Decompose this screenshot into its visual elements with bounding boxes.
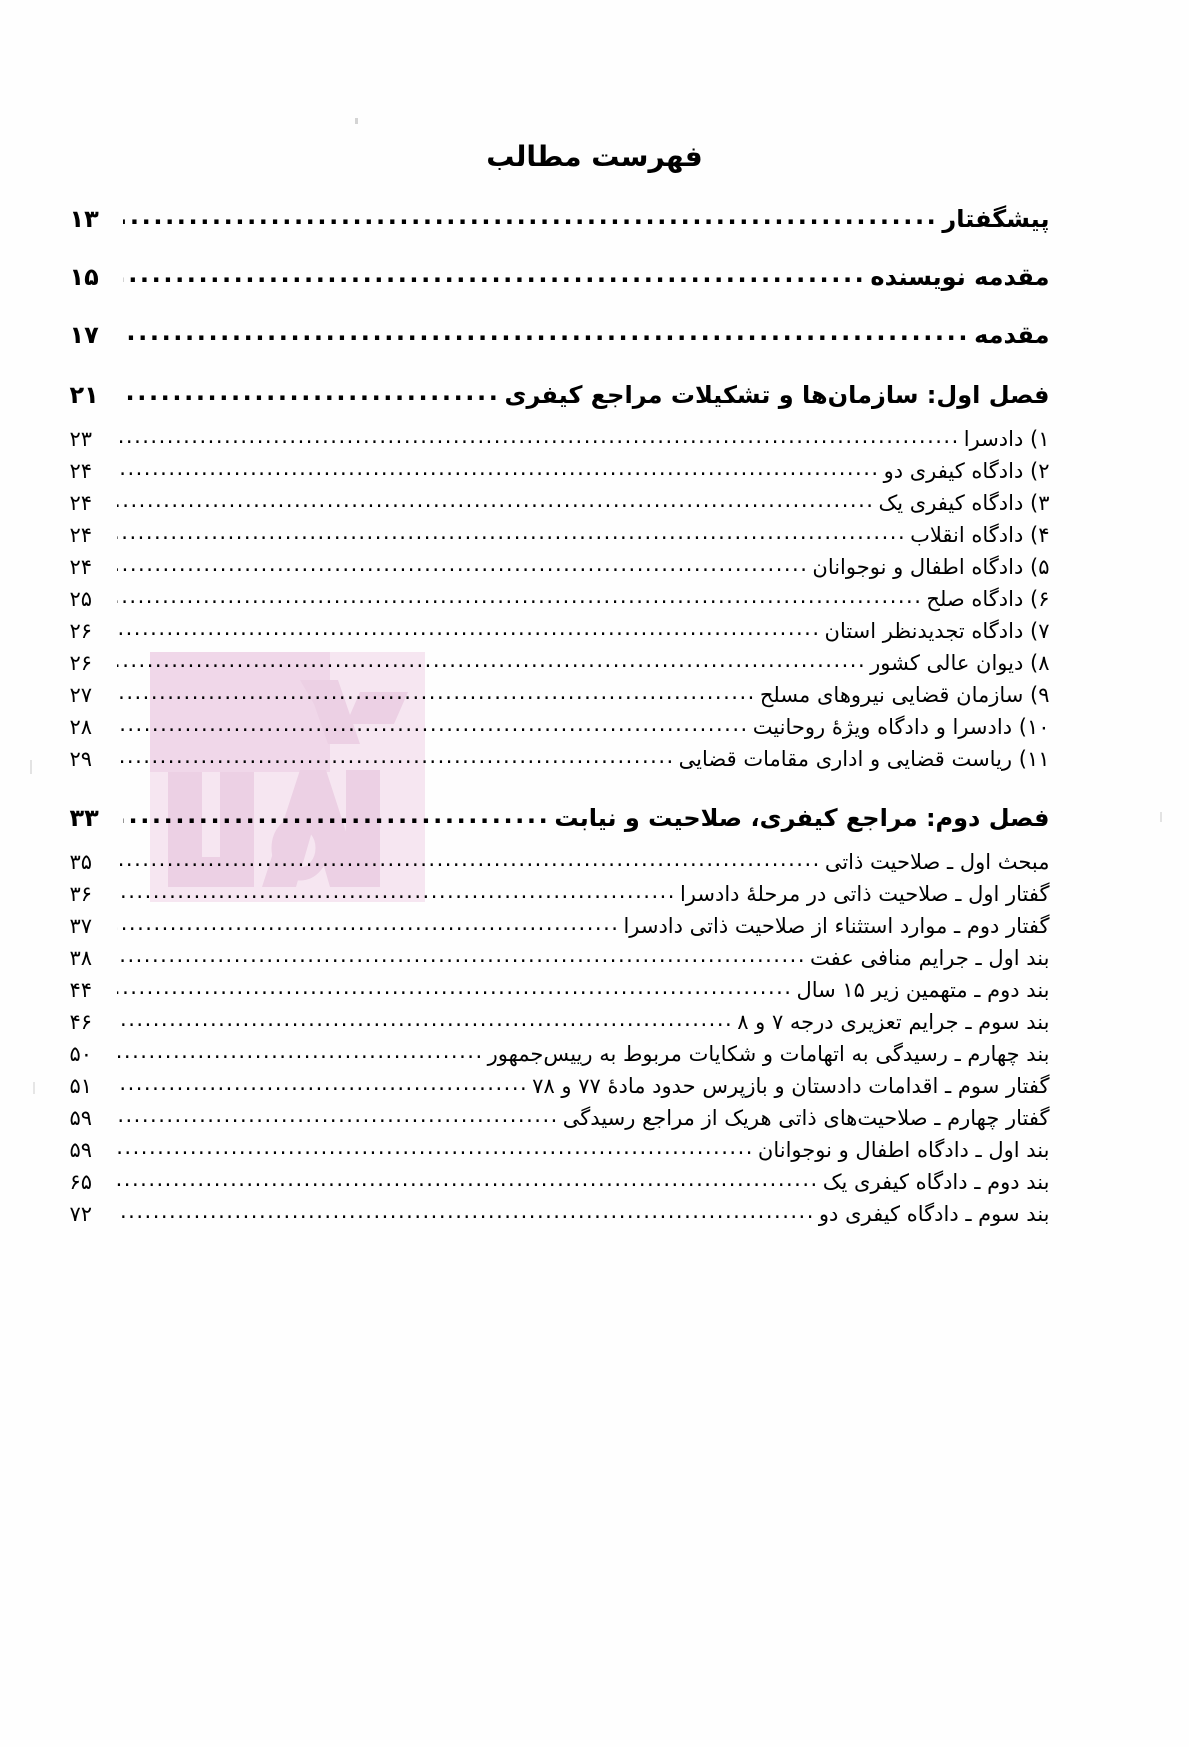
toc-entry-page-number: ۴۶ (69, 1010, 93, 1034)
toc-entry-label: ۹) سازمان قضایی نیروهای مسلح (759, 683, 1050, 707)
toc-entry-label: فصل اول: سازمان‌ها و تشکیلات مراجع کیفری (504, 381, 1050, 409)
toc-entry-label: مقدمه (974, 321, 1050, 349)
toc-entry-page-number: ۵۱ (69, 1074, 93, 1098)
toc-dot-leader (117, 682, 756, 703)
toc-dot-leader (117, 746, 675, 767)
toc-entry[interactable] (70, 749, 1050, 770)
toc-entry[interactable] (70, 383, 1050, 407)
toc-entry-page-number: ۲۷ (69, 683, 93, 707)
toc-dot-leader (117, 977, 793, 998)
toc-dot-leader (117, 913, 620, 934)
toc-dot-leader (117, 1073, 529, 1094)
toc-dot-leader (123, 204, 939, 228)
toc-dot-leader (117, 650, 867, 671)
toc-dot-leader (117, 881, 676, 902)
toc-dot-leader (123, 320, 971, 344)
toc-entry-page-number: ۲۴ (69, 555, 93, 579)
toc-entry-page-number: ۳۸ (69, 946, 93, 970)
toc-entry-page-number: ۵۹ (69, 1106, 93, 1130)
toc-dot-leader (117, 1009, 734, 1030)
toc-entry[interactable] (70, 557, 1050, 578)
toc-entry-page-number: ۶۵ (69, 1170, 93, 1194)
toc-entry[interactable] (70, 948, 1050, 969)
toc-entry[interactable] (70, 884, 1050, 905)
toc-dot-leader (123, 262, 867, 286)
toc-entry-page-number: ۲۹ (69, 747, 93, 771)
toc-entry[interactable] (70, 806, 1050, 830)
toc-entry[interactable] (70, 461, 1050, 482)
toc-entry-page-number: ۱۷ (69, 321, 99, 349)
toc-entry-page-number: ۵۰ (69, 1042, 93, 1066)
toc-entry[interactable] (70, 717, 1050, 738)
toc-dot-leader (117, 945, 807, 966)
toc-entry-page-number: ۲۳ (69, 427, 93, 451)
toc-dot-leader (117, 458, 880, 479)
toc-entry[interactable] (70, 207, 1050, 231)
table-of-contents-list (70, 207, 1120, 1225)
toc-entry[interactable] (70, 429, 1050, 450)
toc-entry-label: گفتار اول ـ صلاحیت ذاتی در مرحلۀ دادسرا (679, 882, 1050, 906)
toc-entry-label: ۷) دادگاه تجدیدنظر استان (824, 619, 1050, 643)
toc-entry[interactable] (70, 1044, 1050, 1065)
toc-entry-label: پیشگفتار (942, 205, 1050, 233)
toc-entry-label: بند دوم ـ متهمین زیر ۱۵ سال (796, 978, 1050, 1002)
toc-entry-page-number: ۷۲ (69, 1202, 93, 1226)
toc-dot-leader (117, 490, 875, 511)
toc-dot-leader (117, 714, 749, 735)
toc-entry-page-number: ۲۴ (69, 523, 93, 547)
toc-entry-label: ۸) دیوان عالی کشور (870, 651, 1050, 675)
toc-entry-label: گفتار دوم ـ موارد استثناء از صلاحیت ذاتی دادسرا (623, 914, 1050, 938)
toc-entry[interactable] (70, 1076, 1050, 1097)
toc-entry-label: ۲) دادگاه کیفری دو (883, 459, 1050, 483)
toc-entry-page-number: ۳۶ (69, 882, 93, 906)
toc-entry-page-number: ۲۴ (69, 459, 93, 483)
toc-entry[interactable] (70, 1140, 1050, 1161)
toc-dot-leader (117, 522, 907, 543)
toc-entry-page-number: ۲۴ (69, 491, 93, 515)
toc-dot-leader (117, 554, 809, 575)
toc-entry[interactable] (70, 621, 1050, 642)
toc-dot-leader (117, 426, 960, 447)
toc-entry-page-number: ۵۹ (69, 1138, 93, 1162)
toc-dot-leader (117, 1041, 484, 1062)
toc-dot-leader (117, 1137, 754, 1158)
toc-entry[interactable] (70, 653, 1050, 674)
toc-entry-label: مبحث اول ـ صلاحیت ذاتی (824, 850, 1050, 874)
toc-entry-page-number: ۲۵ (69, 587, 93, 611)
toc-dot-leader (117, 618, 821, 639)
toc-entry-label: ۶) دادگاه صلح (926, 587, 1050, 611)
toc-entry-page-number: ۲۶ (69, 619, 93, 643)
toc-dot-leader (117, 1201, 815, 1222)
toc-entry[interactable] (70, 525, 1050, 546)
toc-entry-page-number: ۲۶ (69, 651, 93, 675)
toc-dot-leader (123, 380, 501, 404)
toc-entry[interactable] (70, 493, 1050, 514)
toc-entry-page-number: ۲۸ (69, 715, 93, 739)
toc-entry[interactable] (70, 1012, 1050, 1033)
toc-entry[interactable] (70, 980, 1050, 1001)
toc-entry[interactable] (70, 589, 1050, 610)
toc-entry-page-number: ۳۳ (69, 804, 99, 832)
page-title: فهرست مطالب (486, 140, 703, 173)
toc-entry-label: گفتار چهارم ـ صلاحیت‌های ذاتی هریک از مراجع رسیدگی (562, 1106, 1050, 1130)
toc-entry-label: ۱۰) دادسرا و دادگاه ویژهٔ روحانیت (752, 715, 1050, 739)
toc-entry-label: بند دوم ـ دادگاه کیفری یک (822, 1170, 1050, 1194)
toc-entry-label: گفتار سوم ـ اقدامات دادستان و بازپرس حدود مادۀ ۷۷ و ۷۸ (532, 1074, 1050, 1098)
toc-entry-page-number: ۱۵ (69, 263, 99, 291)
toc-entry[interactable] (70, 1204, 1050, 1225)
toc-entry-page-number: ۳۷ (69, 914, 93, 938)
toc-entry[interactable] (70, 1172, 1050, 1193)
toc-entry-label: ۵) دادگاه اطفال و نوجوانان (812, 555, 1050, 579)
toc-entry-page-number: ۳۵ (69, 850, 93, 874)
toc-entry-label: ۴) دادگاه انقلاب (910, 523, 1050, 547)
toc-dot-leader (117, 1105, 559, 1126)
toc-entry[interactable] (70, 685, 1050, 706)
toc-entry-page-number: ۴۴ (69, 978, 93, 1002)
toc-entry[interactable] (70, 916, 1050, 937)
toc-entry-label: مقدمه نویسنده (870, 263, 1050, 291)
toc-entry-page-number: ۱۳ (69, 205, 99, 233)
toc-entry[interactable] (70, 1108, 1050, 1129)
toc-entry-label: بند اول ـ جرایم منافی عفت (810, 946, 1050, 970)
toc-entry-label: ۳) دادگاه کیفری یک (878, 491, 1050, 515)
toc-dot-leader (117, 586, 923, 607)
toc-entry-page-number: ۲۱ (69, 381, 99, 409)
toc-entry[interactable] (70, 852, 1050, 873)
toc-entry[interactable] (70, 323, 1050, 347)
toc-dot-leader (117, 1169, 819, 1190)
toc-dot-leader (117, 849, 821, 870)
toc-entry-label: بند اول ـ دادگاه اطفال و نوجوانان (757, 1138, 1050, 1162)
toc-entry[interactable] (70, 265, 1050, 289)
toc-entry-label: بند چهارم ـ رسیدگی به اتهامات و شکایات مربوط به رییس‌جمهور (487, 1042, 1050, 1066)
toc-entry-label: فصل دوم: مراجع کیفری، صلاحیت و نیابت (554, 804, 1050, 832)
toc-entry-label: ۱۱) ریاست قضایی و اداری مقامات قضایی (678, 747, 1050, 771)
toc-entry-label: ۱) دادسرا (963, 427, 1050, 451)
toc-entry-label: بند سوم ـ دادگاه کیفری دو (818, 1202, 1050, 1226)
toc-dot-leader (123, 803, 551, 827)
toc-entry-label: بند سوم ـ جرایم تعزیری درجه ۷ و ۸ (737, 1010, 1050, 1034)
